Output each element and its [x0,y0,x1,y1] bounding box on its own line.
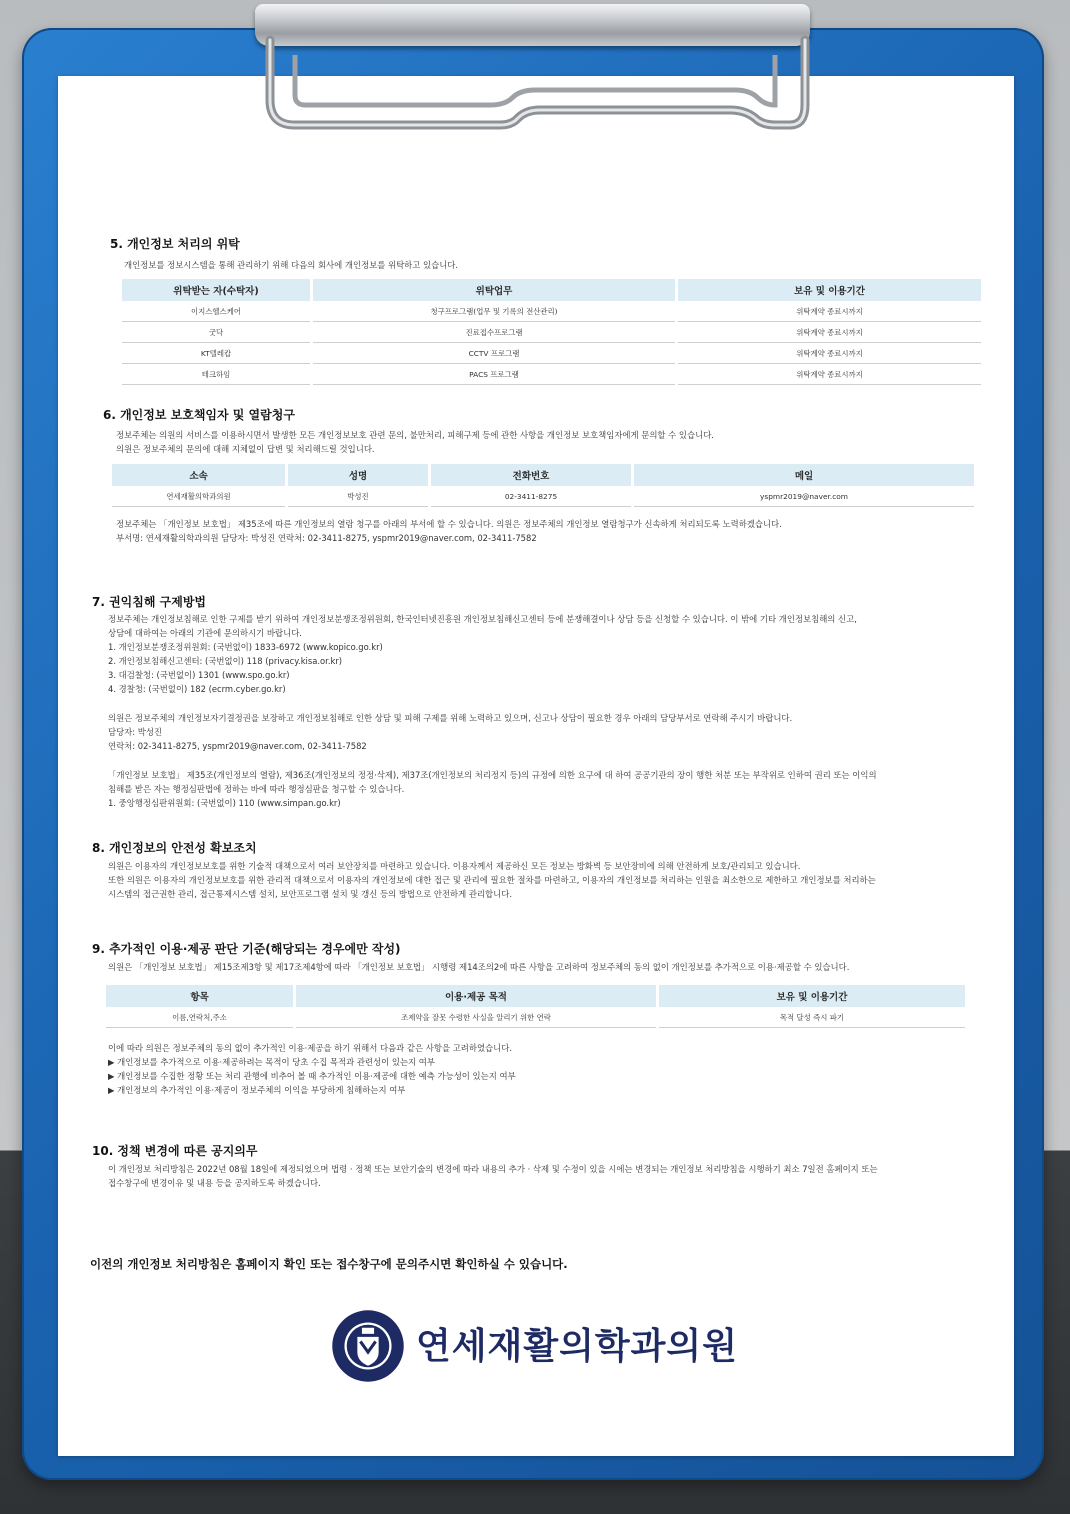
section-9-outro: 이에 따라 의원은 정보주체의 동의 없이 추가적인 이용·제공을 하기 위해서 다음과 같은 사항을 고려하였습니다. ▶ 개인정보를 추가적으로 이용·제공하려는 목적이 당초 수집 목적과 관련성이 있는지 여부 ▶ 개인정보를 수집한 정황 또는 처리 관행에 비추어 볼 때 추가적인 이용·제공에 대한 예측 가능성이 있는지 여부 ▶ 개인정보의 추가적인 이용·제공이 정보주체의 이익을 부당하게 침해하는지 여부 [108,1043,516,1095]
table-cell: 연세재활의학과의원 [112,486,285,507]
table-row [122,322,981,343]
table-cell: 02-3411-8275 [431,486,631,507]
section-6-outro: 정보주체는 「개인정보 보호법」 제35조에 따른 개인정보의 열람 청구를 아래의 부서에 할 수 있습니다. 의원은 정보주체의 개인정보 열람청구가 신속하게 처리되도록 노력하겠습니다. 부서명: 연세재활의학과의원 담당자: 박성진 연락처: 02-3411-8275, yspmr2019@naver.com, 02-3411-7582 [116,519,782,543]
table-cell: 위탁계약 종료시까지 [678,343,981,364]
table-row [122,343,981,364]
table-cell: 목적 달성 즉시 파기 [659,1007,965,1028]
table-cell: PACS 프로그램 [313,364,675,385]
header-period: 보유 및 이용기간 [678,279,981,301]
clinic-seal-logo [330,1308,406,1384]
section-9-intro: 의원은 「개인정보 보호법」 제15조제3항 및 제17조제4항에 따라 「개인정보 보호법」 시행령 제14조의2에 따른 사항을 고려하여 정보주체의 동의 없이 개인정보를 추가적으로 이용·제공할 수 있습니다. [108,962,850,972]
additional-use-table [103,985,968,1028]
table-cell: 이지스헬스케어 [122,301,310,322]
section-8-title: 8. 개인정보의 안전성 확보조치 [92,841,257,855]
section-7-para-1: 정보주체는 개인정보침해로 인한 구제를 받기 위하여 개인정보분쟁조정위원회, 한국인터넷진흥원 개인정보침해신고센터 등에 분쟁해결이나 상담 등을 신청할 수 있습니다. 이 밖에 기타 개인정보침해의 신고, 상담에 대하여는 아래의 기관에 문의하시기 바랍니다. 1. 개인정보분쟁조정위원회: (국번없이) 1833-6972 (www.kopico.go.kr) 2. 개인정보침해신고센터: (국번없이) 118 (privacy.kisa.or.kr) 3. 대검찰청: (국번없이) 1301 (www.spo.go.kr) 4. 경찰청: (국번없이) 182 (ecrm.cyber.go.kr) [108,614,857,694]
clinic-name-logo: 연세재활의학과의원 [416,1326,738,1367]
table-cell: 박성진 [288,486,428,507]
table-row [112,486,974,507]
table-cell: 위탁계약 종료시까지 [678,322,981,343]
header-department: 소속 [112,464,285,486]
table-cell: 테크하임 [122,364,310,385]
table-header-row [122,279,981,301]
final-note: 이전의 개인정보 처리방침은 홈페이지 확인 또는 접수창구에 문의주시면 확인하실 수 있습니다. [90,1257,568,1271]
table-header-row [112,464,974,486]
section-7-para-3: 「개인정보 보호법」 제35조(개인정보의 열람), 제36조(개인정보의 정정·삭제), 제37조(개인정보의 처리정지 등)의 규정에 의한 요구에 대 하여 공공기관의 장이 행한 처분 또는 부작위로 인하여 권리 또는 이익의 침해를 받은 자는 행정심판법에 정하는 바에 따라 행정심판을 청구할 수 있습니다. 1. 중앙행정심판위원회: (국번없이) 110 (www.simpan.go.kr) [108,770,877,808]
table-cell: 진료접수프로그램 [313,322,675,343]
table-cell: yspmr2019@naver.com [634,486,974,507]
section-5-intro: 개인정보를 정보시스템을 통해 관리하기 위해 다음의 회사에 개인정보를 위탁하고 있습니다. [124,260,459,270]
section-9-title: 9. 추가적인 이용·제공 판단 기준(해당되는 경우에만 작성) [92,942,401,956]
section-7-title: 7. 권익침해 구제방법 [92,595,207,609]
header-phone: 전화번호 [431,464,631,486]
section-7-para-2: 의원은 정보주체의 개인정보자기결정권을 보장하고 개인정보침해로 인한 상담 및 피해 구제를 위해 노력하고 있으며, 신고나 상담이 필요한 경우 아래의 담당부서로 연락해 주시기 바랍니다. 담당자: 박성진 연락처: 02-3411-8275, yspmr2019@naver.com, 02-3411-7582 [108,713,793,751]
table-cell: 위탁계약 종료시까지 [678,364,981,385]
table-row [122,364,981,385]
table-cell: 청구프로그램(업무 및 기록의 전산관리) [313,301,675,322]
table-cell: KT텔레캅 [122,343,310,364]
table-row [106,1007,965,1028]
outsourcing-table [119,279,984,385]
section-10-title: 10. 정책 변경에 따른 공지의무 [92,1144,258,1158]
header-purpose: 이용·제공 목적 [296,985,656,1007]
table-cell: 이름,연락처,주소 [106,1007,293,1028]
table-cell: 굿닥 [122,322,310,343]
header-name: 성명 [288,464,428,486]
table-row [122,301,981,322]
section-5-title: 5. 개인정보 처리의 위탁 [110,237,240,251]
table-cell: 조제약을 잘못 수령한 사실을 알리기 위한 연락 [296,1007,656,1028]
table-header-row [106,985,965,1007]
table-cell: CCTV 프로그램 [313,343,675,364]
header-item: 항목 [106,985,293,1007]
header-task: 위탁업무 [313,279,675,301]
privacy-officer-table [109,464,977,507]
table-cell: 위탁계약 종료시까지 [678,301,981,322]
section-6-intro: 정보주체는 의원의 서비스를 이용하시면서 발생한 모든 개인정보보호 관련 문의, 불만처리, 피해구제 등에 관한 사항을 개인정보 보호책임자에게 문의할 수 있습니다. 의원은 정보주체의 문의에 대해 지체없이 답변 및 처리해드릴 것입니다. [116,430,714,454]
section-8-text: 의원은 이용자의 개인정보보호를 위한 기술적 대책으로서 여러 보안장치를 마련하고 있습니다. 이용자께서 제공하신 모든 정보는 방화벽 등 보안장비에 의해 안전하게 보호/관리되고 있습니다. 또한 의원은 이용자의 개인정보보호를 위한 관리적 대책으로서 이용자의 개인정보에 대한 접근 및 관리에 필요한 절차를 마련하고, 이용자의 개인정보를 처리하는 인원을 최소한으로 제한하고 개인정보를 처리하는 시스템의 접근권한 관리, 접근통제시스템 설치, 보안프로그램 설치 및 갱신 등의 방법으로 안전하게 관리합니다. [108,861,876,899]
section-10-text: 이 개인정보 처리방침은 2022년 08월 18일에 제정되었으며 법령 · 정책 또는 보안기술의 변경에 따라 내용의 추가 · 삭제 및 수정이 있을 시에는 변경되는 개인정보 처리방침을 시행하기 최소 7일전 홈페이지 또는 접수창구에 변경이유 및 내용 등을 공지하도록 하겠습니다. [108,1164,878,1188]
section-6-title: 6. 개인정보 보호책임자 및 열람청구 [103,408,295,422]
header-email: 메일 [634,464,974,486]
header-trustee: 위탁받는 자(수탁자) [122,279,310,301]
header-retention: 보유 및 이용기간 [659,985,965,1007]
